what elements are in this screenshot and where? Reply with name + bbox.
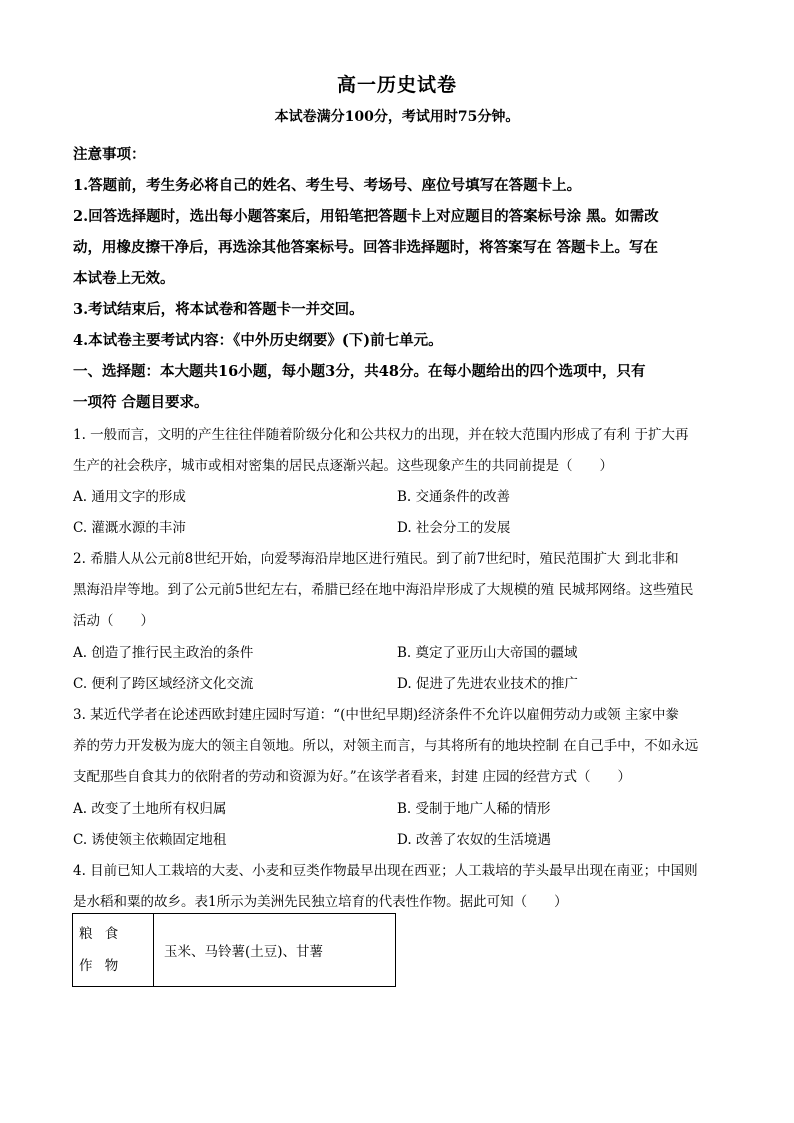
section-heading: 一项符 合题目要求。	[73, 394, 209, 411]
notice-line: 4.本试卷主要考试内容：《中外历史纲要》(下)前七单元。	[73, 332, 443, 349]
notice-line: 本试卷上无效。	[73, 270, 175, 287]
notice-line: 动，用橡皮擦干净后，再选涂其他答案标号。回答非选择题时，将答案写在 答题卡上。写在	[73, 239, 659, 256]
notice-line: 1.答题前，考生务必将自己的姓名、考生号、考场号、座位号填写在答题卡上。	[73, 177, 582, 194]
option-a: A. 改变了土地所有权归属	[73, 801, 227, 817]
section-heading: 一、选择题：本大题共16小题，每小题3分，共48分。在每小题给出的四个选项中，只有	[73, 363, 646, 380]
crop-table	[72, 913, 396, 987]
question-2-text: 黑海沿岸等地。到了公元前5世纪左右，希腊已经在地中海沿岸形成了大规模的殖 民城邦网络。这些殖民	[73, 582, 694, 598]
option-d: D. 改善了农奴的生活境遇	[397, 832, 551, 848]
question-1-text: 生产的社会秩序，城市或相对密集的居民点逐渐兴起。这些现象产生的共同前提是（ ）	[73, 458, 613, 474]
option-a: A. 通用文字的形成	[73, 489, 186, 505]
page-title: 高一历史试卷	[336, 74, 457, 96]
page-subtitle: 本试卷满分100分，考试用时75分钟。	[274, 109, 520, 125]
notice-line: 3.考试结束后，将本试卷和答题卡一并交回。	[73, 301, 364, 318]
notice-heading: 注意事项：	[73, 146, 146, 163]
option-b: B. 奠定了亚历山大帝国的疆域	[397, 645, 578, 661]
option-b: B. 受制于地广人稀的情形	[397, 801, 551, 817]
question-3-text: 养的劳力开发极为庞大的领主自领地。所以，对领主而言，与其将所有的地块控制 在自己手中，不如永远	[73, 738, 699, 754]
question-2-text: 2. 希腊人从公元前8世纪开始，向爱琴海沿岸地区进行殖民。到了前7世纪时，殖民范围扩大 到北非和	[73, 551, 679, 567]
table-row	[73, 914, 396, 987]
table-cell-value: 玉米、马铃薯(土豆)、甘薯	[154, 914, 396, 987]
question-3-text: 3. 某近代学者在论述西欧封建庄园时写道：“(中世纪早期)经济条件不允许以雇佣劳动力或领 主家中豢	[73, 707, 679, 723]
question-3-text: 支配那些自食其力的依附者的劳动和资源为好。”在该学者看来，封建 庄园的经营方式（ ）	[73, 769, 631, 785]
option-d: D. 社会分工的发展	[397, 520, 511, 536]
table-cell-label: 粮 食 作 物	[73, 914, 154, 987]
option-c: C. 诱使领主依赖固定地租	[73, 832, 227, 848]
question-1-text: 1. 一般而言，文明的产生往往伴随着阶级分化和公共权力的出现，并在较大范围内形成了有利 于扩大再	[73, 427, 689, 443]
option-a: A. 创造了推行民主政治的条件	[73, 645, 254, 661]
question-4-text: 是水稻和粟的故乡。表1所示为美洲先民独立培育的代表性作物。据此可知（ ）	[73, 894, 568, 910]
option-b: B. 交通条件的改善	[397, 489, 511, 505]
notice-line: 2.回答选择题时，选出每小题答案后，用铅笔把答题卡上对应题目的答案标号涂 黑。如需改	[73, 208, 659, 225]
option-d: D. 促进了先进农业技术的推广	[397, 676, 578, 692]
option-c: C. 灌溉水源的丰沛	[73, 520, 186, 536]
option-c: C. 便利了跨区域经济文化交流	[73, 676, 254, 692]
question-2-text: 活动（ ）	[73, 613, 154, 629]
question-4-text: 4. 目前已知人工栽培的大麦、小麦和豆类作物最早出现在西亚；人工栽培的芋头最早出现在南亚；中国则	[73, 863, 698, 879]
